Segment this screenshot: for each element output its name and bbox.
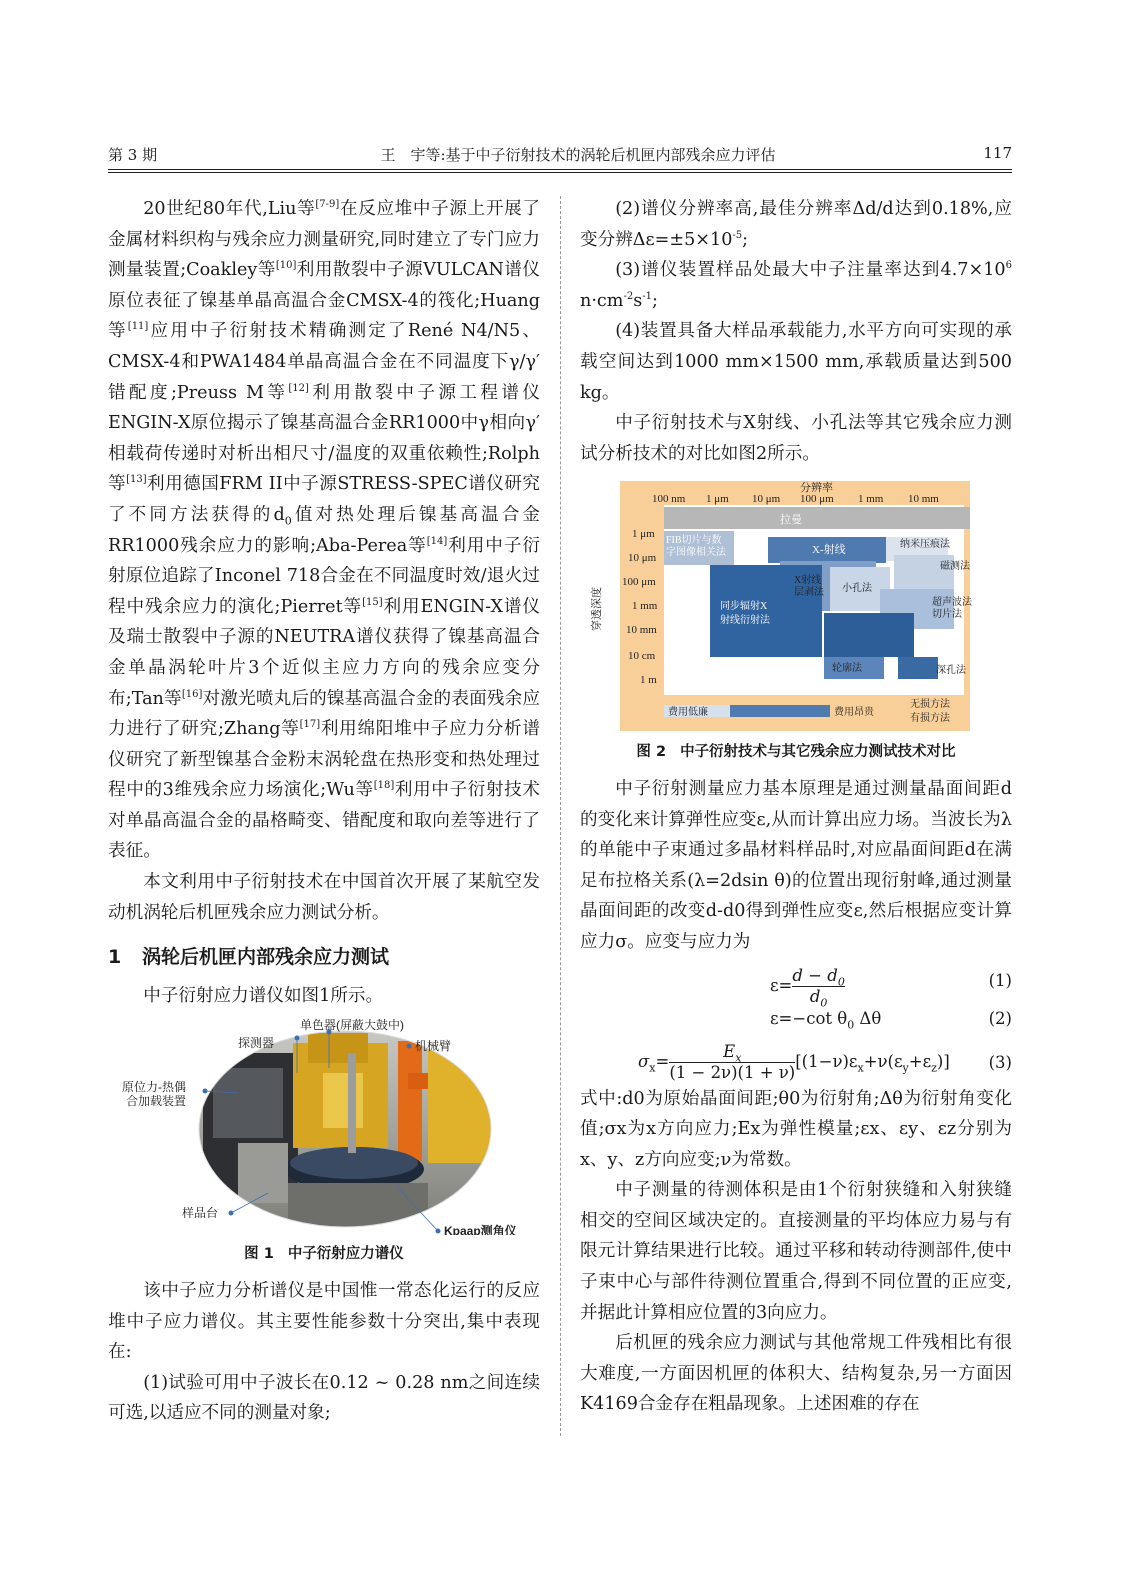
paragraph-principle: 中子衍射测量应力基本原理是通过测量晶面间距d的变化来计算弹性应变ε,从而计算出应力场。当波长为λ的单能中子束通过多晶材料样品时,对应晶面间距d在满足布拉格关系(λ=2dsin θ)的位置出现衍射峰,通过测量晶面间距的改变d-d0得到弹性应变ε,然后根据应变计算应力σ。应变与应力为 bbox=[580, 778, 1012, 952]
right-column bbox=[580, 194, 1012, 1420]
method-label-deephole: 深孔法 bbox=[936, 665, 966, 677]
paragraph-spectrometer-intro: 该中子应力分析谱仪是中国惟一常态化运行的反应堆中子应力谱仪。其主要性能参数十分突出,集中表现在: bbox=[108, 1281, 540, 1363]
issue-number: 第 3 期 bbox=[108, 146, 158, 164]
figure-2-caption: 图 2 中子衍射技术与其它残余应力测试技术对比 bbox=[636, 744, 956, 761]
method-label-sync-1: 同步辐射X bbox=[720, 601, 768, 613]
axis-title-resolution: 分辨率 bbox=[800, 482, 833, 495]
figure-1-spectrometer bbox=[108, 1013, 540, 1235]
method-label-fib-1: FIB切片与数 bbox=[666, 535, 722, 547]
method-label-layer-2: 层剥法 bbox=[794, 587, 824, 599]
running-title: 王 宇等:基于中子衍射技术的涡轮后机匣内部残余应力评估 bbox=[380, 146, 776, 164]
tick-left-2: 10 μm bbox=[628, 552, 657, 565]
paragraph-figure2-intro: 中子衍射技术与X射线、小孔法等其它残余应力测试分析技术的对比如图2所示。 bbox=[580, 413, 1012, 464]
tick-top-5: 1 mm bbox=[858, 493, 884, 506]
tick-left-3: 100 μm bbox=[622, 576, 656, 589]
paragraph-capacity: (4)装置具备大样品承载能力,水平方向可实现的承载空间达到1000 mm×1500 mm,承载质量达到500 kg。 bbox=[580, 321, 1012, 403]
paragraph-difficulty: 后机匣的残余应力测试与其他常规工件残相比有很大难度,一方面因机匣的体积大、结构复杂,另一方面因K4169合金存在粗晶现象。上述困难的存在 bbox=[580, 1333, 1012, 1415]
label-monochromator: 单色器(屏蔽大鼓中) bbox=[300, 1018, 404, 1033]
label-detector: 探测器 bbox=[238, 1036, 275, 1051]
equation-1: ε= $\frac{d - d_0}{d_0}$ (1) bbox=[770, 965, 1012, 1009]
label-sample-stage: 样品台 bbox=[182, 1206, 219, 1221]
method-label-xray: X-射线 bbox=[812, 544, 846, 557]
tick-top-3: 10 μm bbox=[752, 493, 781, 506]
equation-3: $\sigma_x=$ $\frac{E_x}{(1 - 2\nu)(1 + \nu)}$ $[(1-\nu)\varepsilon_x+\nu(\varepsilon_y+\varepsilon_z)]$ (3) bbox=[638, 1041, 1012, 1082]
paragraph-symbols: 式中:d0为原始晶面间距;θ0为衍射角;Δθ为衍射角变化值;σx为x方向应力;Ex为弹性模量;εx、εy、εz分别为x、y、z方向应变;ν为常数。 bbox=[580, 1088, 1012, 1170]
method-label-contour: 轮廓法 bbox=[832, 663, 862, 675]
method-label-ultrasonic-2: 切片法 bbox=[932, 609, 962, 621]
label-goniometer: Kpaap测角仪 bbox=[444, 1224, 517, 1236]
tick-left-5: 10 mm bbox=[626, 624, 657, 637]
header-rule-thick bbox=[108, 169, 1012, 170]
method-label-magnetic: 磁测法 bbox=[940, 561, 970, 573]
section-heading bbox=[108, 942, 540, 973]
paragraph-wavelength: (1)试验可用中子波长在0.12 ~ 0.28 nm之间连续可选,以适应不同的测量对象; bbox=[108, 1372, 540, 1424]
spectrometer-photo bbox=[108, 1013, 540, 1235]
method-label-tensile: 拉曼 bbox=[780, 514, 802, 527]
label-insitu-2: 合加载装置 bbox=[126, 1094, 187, 1109]
tick-left-4: 1 mm bbox=[632, 600, 658, 613]
paragraph-figure1-intro: 中子衍射应力谱仪如图1所示。 bbox=[143, 985, 384, 1006]
label-robot-arm: 机械臂 bbox=[415, 1039, 452, 1054]
tick-top-6: 10 mm bbox=[908, 493, 939, 506]
paragraph-resolution: (2)谱仪分辨率高,最佳分辨率Δd/d达到0.18%,应变分辨$\Delta\varepsilon=\pm 5\times 10^{-5}$; bbox=[580, 199, 1012, 250]
method-label-sync-2: 射线衍射法 bbox=[720, 615, 770, 627]
paragraph-literature-review: 20世纪80年代,Liu等[7-9]在反应堆中子源上开展了金属材料织构与残余应力测量研究,同时建立了专门应力测量装置;Coakley等[10]利用散裂中子源VULCAN谱仪原位表征了镍基单晶高温合金CMSX-4的筏化;Huang等[11]应用中子衍射技术精确测定了René N4/N5、CMSX-4和PWA1484单晶高温合金在不同温度下γ/γ′错配度;Preuss M等[12]利用散裂中子源工程谱仪ENGIN-X原位揭示了镍基高温合金RR1000中γ相向γ′相载荷传递时对析出相尺寸/温度的双重依赖性;Rolph等[13]利用德国FRM II中子源STRESS-SPEC谱仪研究了不同方法获得的$d_0$值对热处理后镍基高温合金RR1000残余应力的影响;Aba-Perea等[14]利用中子衍射原位追踪了Inconel 718合金在不同温度时效/退火过程中残余应力的演化;Pierret等[15]利用ENGIN-X谱仪及瑞士散裂中子源的NEUTRA谱仪获得了镍基高温合金单晶涡轮叶片3个近似主应力方向的残余应变分布;Tan等[16]对激光喷丸后的镍基高温合金的表面残余应力进行了研究;Zhang等[17]利用绵阳堆中子应力分析谱仪研究了新型镍基合金粉末涡轮盘在热形变和热处理过程中的3维残余应力场演化;Wu等[18]利用中子衍射技术对单晶高温合金的晶格畸变、错配度和取向差等进行了表征。 bbox=[108, 199, 540, 862]
label-insitu-1: 原位力-热偶 bbox=[122, 1080, 186, 1095]
header-rule-thin bbox=[108, 172, 1012, 173]
tick-left-6: 10 cm bbox=[628, 650, 656, 663]
figure-1-caption: 图 1 中子衍射应力谱仪 bbox=[244, 1246, 404, 1263]
method-label-layer-1: X射线 bbox=[794, 575, 822, 587]
nondestructive-label: 无损方法 bbox=[910, 699, 950, 711]
method-bar-tensile bbox=[664, 507, 970, 529]
method-box-neutron bbox=[824, 613, 914, 657]
method-label-fib-2: 字图像相关法 bbox=[666, 547, 726, 559]
paragraph-flux: (3)谱仪装置样品处最大中子注量率达到$4.7\times 10^6$ $n\cdot cm^{-2}s^{-1}$; bbox=[580, 260, 1012, 311]
figure-2-comparison bbox=[580, 481, 1012, 731]
cost-low-label: 费用低廉 bbox=[668, 707, 708, 719]
method-label-nano: 纳米压痕法 bbox=[900, 539, 950, 551]
tick-left-7: 1 m bbox=[640, 674, 657, 687]
method-label-ultrasonic-1: 超声波法 bbox=[932, 597, 972, 609]
tick-top-4: 100 μm bbox=[800, 493, 834, 506]
cost-high-label: 费用昂贵 bbox=[834, 707, 874, 719]
paragraph-gauge-volume: 中子测量的待测体积是由1个衍射狭缝和入射狭缝相交的空间区域决定的。直接测量的平均体应力易与有限元计算结果进行比较。通过平移和转动待测部件,使中子束中心与部件待测位置重合,得到不同位置的正应变,并据此计算相应位置的3向应力。 bbox=[580, 1180, 1012, 1323]
equation-2: ε=−cot $\theta_0$ Δθ (2) bbox=[770, 1008, 1012, 1031]
section-title: 涡轮后机匣内部残余应力测试 bbox=[142, 946, 390, 969]
tick-top-1: 100 nm bbox=[652, 493, 686, 506]
column-divider bbox=[560, 196, 561, 1436]
page-number: 117 bbox=[983, 144, 1012, 162]
method-label-hole: 小孔法 bbox=[842, 583, 872, 595]
tick-left-1: 1 μm bbox=[632, 528, 655, 541]
paragraph-this-work: 本文利用中子衍射技术在中国首次开展了某航空发动机涡轮后机匣残余应力测试分析。 bbox=[108, 872, 540, 923]
axis-title-depth: 穿透深度 bbox=[591, 587, 603, 632]
method-box-deephole bbox=[898, 657, 938, 679]
left-column bbox=[108, 194, 540, 1429]
tick-top-2: 1 μm bbox=[706, 493, 729, 506]
comparison-diagram bbox=[580, 481, 1012, 731]
section-number: 1 bbox=[108, 946, 122, 969]
running-header bbox=[108, 142, 1012, 168]
destructive-label: 有损方法 bbox=[910, 713, 950, 725]
